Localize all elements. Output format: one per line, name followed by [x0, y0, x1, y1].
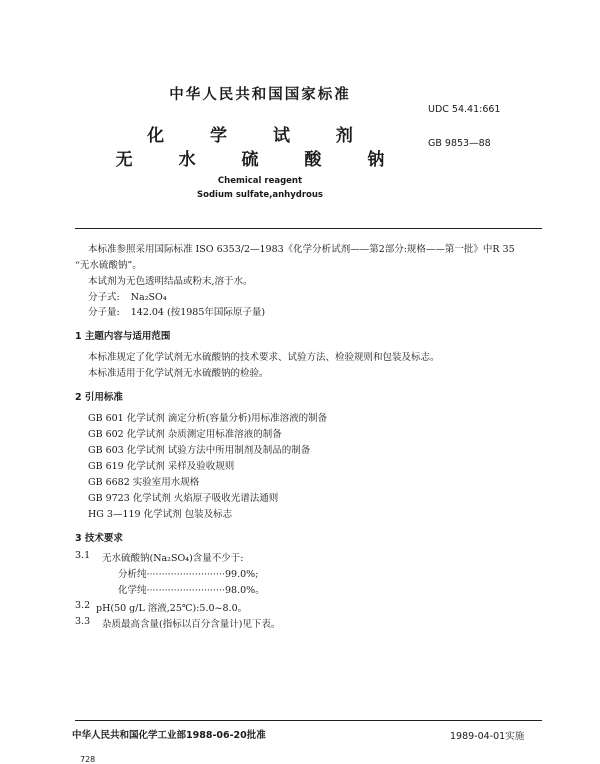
reference-item: GB 602 化学试剂 杂质测定用标准溶液的制备: [88, 429, 282, 440]
section-1-title: 1 主题内容与适用范围: [75, 331, 171, 342]
page-number: 728: [80, 755, 96, 764]
clause-3-3-text: 杂质最高含量(指标以百分含量计)见下表。: [102, 619, 281, 630]
section-1-para-2: 本标准适用于化学试剂无水硫酸钠的检验。: [88, 368, 269, 379]
gb-number: GB 9853—88: [428, 138, 491, 149]
section-1-para-1: 本标准规定了化学试剂无水硫酸钠的技术要求、试验方法、检验规则和包装及标志。: [88, 352, 440, 363]
formula-value: Na₂SO₄: [130, 292, 167, 303]
molecular-weight-row: [88, 304, 265, 318]
header-rule: [75, 228, 542, 229]
intro-line-1: 本标准参照采用国际标准 ISO 6353/2—1983《化学分析试剂——第2部分:规格——第一批》中R 35: [88, 244, 515, 255]
approval-date: 中华人民共和国化学工业部1988-06-20批准: [72, 730, 266, 741]
doc-title-english-2: Sodium sulfate,anhydrous: [197, 190, 323, 200]
intro-line-3: 本试剂为无色透明结晶或粉末,溶于水。: [88, 276, 253, 287]
doc-title-line-1: 化 学 试 剂: [147, 126, 373, 146]
clause-3-1-grade-ar: 分析纯··························99.0%;: [118, 569, 259, 580]
intro-line-2: “无水硫酸钠”。: [75, 260, 142, 271]
reference-item: GB 9723 化学试剂 火焰原子吸收光谱法通则: [88, 493, 279, 504]
reference-item: GB 6682 实验室用水规格: [88, 477, 200, 488]
doc-title-english-1: Chemical reagent: [217, 176, 303, 186]
standard-org-title: 中华人民共和国国家标准: [169, 87, 351, 103]
reference-item: GB 619 化学试剂 采样及验收规则: [88, 461, 235, 472]
section-3-title: 3 技术要求: [75, 533, 123, 544]
mw-value: 142.04 (按1985年国际原子量): [130, 307, 266, 318]
formula-row: [88, 289, 167, 303]
udc-code: UDC 54.41:661: [428, 104, 501, 115]
reference-item: GB 603 化学试剂 试验方法中所用制剂及制品的制备: [88, 445, 311, 456]
clause-3-2-number: 3.2: [75, 600, 91, 611]
reference-item: HG 3—119 化学试剂 包装及标志: [88, 509, 233, 520]
formula-label: 分子式:: [88, 292, 120, 303]
clause-3-2-text: pH(50 g/L 溶液,25℃):5.0~8.0。: [96, 603, 248, 614]
clause-3-3-number: 3.3: [75, 616, 91, 627]
implementation-date: 1989-04-01实施: [450, 731, 525, 742]
reference-item: GB 601 化学试剂 滴定分析(容量分析)用标准溶液的制备: [88, 413, 328, 424]
clause-3-1-text: 无水硫酸钠(Na₂SO₄)含量不少于:: [102, 553, 244, 564]
mw-label: 分子量:: [88, 307, 120, 318]
section-2-title: 2 引用标准: [75, 392, 123, 403]
clause-3-1-number: 3.1: [75, 550, 91, 561]
footer-rule: [75, 720, 542, 721]
clause-3-1-grade-cp: 化学纯··························98.0%。: [118, 585, 265, 596]
doc-title-line-2: 无 水 硫 酸 钠: [115, 150, 405, 170]
